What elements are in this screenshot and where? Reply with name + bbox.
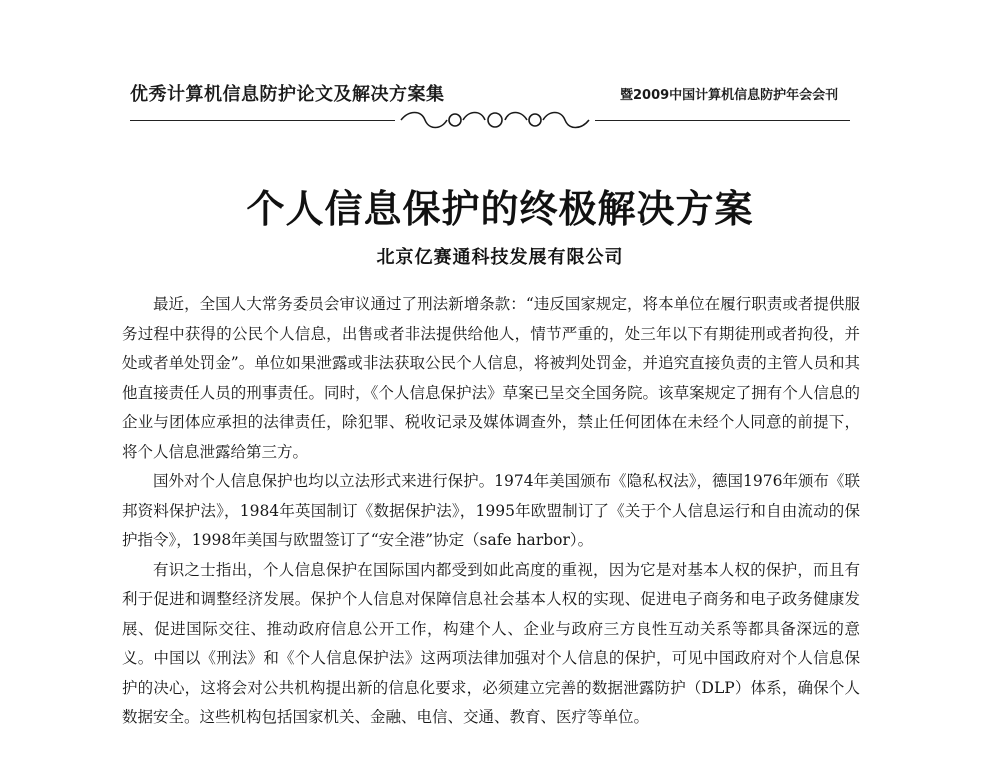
journal-header-title: 优秀计算机信息防护论文及解决方案集 (130, 84, 445, 105)
article-title: 个人信息保护的终极解决方案 (246, 187, 754, 231)
body-paragraph: 最近，全国人大常务委员会审议通过了刑法新增条款：“违反国家规定，将本单位在履行职责或者提供服务过程中获得的公民个人信息，出售或者非法提供给他人，情节严重的，处三年以下有期徒刑或者拘役，并处或者单处罚金”。单位如果泄露或非法获取公民个人信息，将被判处罚金，并追究直接负责的主管人员和其他直接责任人员的刑事责任。同时，《个人信息保护法》草案已呈交全国务院。该草案规定了拥有个人信息的企业与团体应承担的法律责任，除犯罪、税收记录及媒体调查外，禁止任何团体在未经个人同意的前提下，将个人信息泄露给第三方。 (122, 295, 860, 461)
decorative-ornament (395, 108, 595, 132)
body-paragraph: 有识之士指出，个人信息保护在国际国内都受到如此高度的重视，因为它是对基本人权的保护，而且有利于促进和调整经济发展。保护个人信息对保障信息社会基本人权的实现、促进电子商务和电子政务健康发展、促进国际交往、推动政府信息公开工作，构建个人、企业与政府三方良性互动关系等都具备深远的意义。中国以《刑法》和《个人信息保护法》这两项法律加强对个人信息的保护，可见中国政府对个人信息保护的决心，这将会对公共机构提出新的信息化要求，必须建立完善的数据泄露防护（DLP）体系，确保个人数据安全。这些机构包括国家机关、金融、电信、交通、教育、医疗等单位。 (122, 560, 860, 726)
article-body (122, 290, 860, 733)
journal-header-subtitle: 暨2009中国计算机信息防护年会会刊 (620, 88, 839, 103)
article-author: 北京亿赛通科技发展有限公司 (376, 247, 624, 268)
body-paragraph: 国外对个人信息保护也均以立法形式来进行保护。1974年美国颁布《隐私权法》，德国1976年颁布《联邦资料保护法》，1984年英国制订《数据保护法》，1995年欧盟制订了《关于个人信息运行和自由流动的保护指令》，1998年美国与欧盟签订了“安全港”协定（safe harbor）。 (122, 472, 860, 549)
